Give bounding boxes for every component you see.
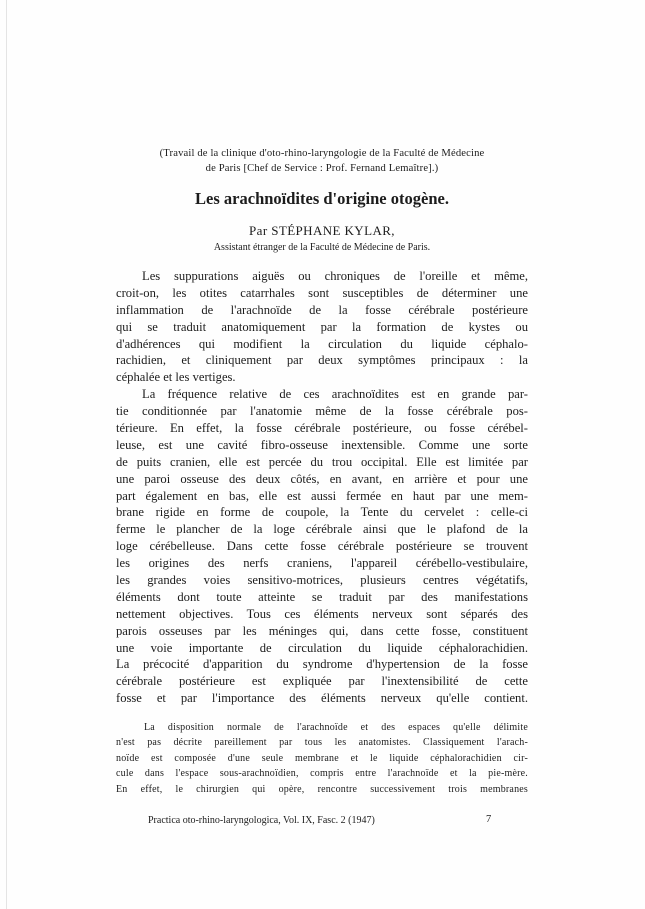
body-line: croit-on, les otites catarrhales sont susceptibles de déterminer une [116, 285, 528, 300]
body-line: les grandes voies sensitivo-motrices, plusieurs centres végétatifs, [116, 573, 528, 588]
institution-note [116, 146, 528, 176]
body-line: les origines des nerfs craniens, l'appareil cérébello-vestibulaire, [116, 556, 528, 571]
body-line: ferme le plancher de la loge cérébrale ainsi que le plafond de la [116, 522, 528, 537]
note-line: noïde est composée d'une seule membrane et le liquide céphalorachidien cir- [116, 752, 528, 764]
body-line: leuse, est une cavité fibro-osseuse inextensible. Comme une sorte [116, 437, 528, 452]
body-line: qui se traduit anatomiquement par la formation de kystes ou [116, 319, 528, 334]
body-line: La précocité d'apparition du syndrome d'hypertension de la fosse [116, 657, 528, 672]
institution-note-line: de Paris [Chef de Service : Prof. Fernand Lemaître].) [205, 163, 439, 174]
journal-citation: Practica oto-rhino-laryngologica, Vol. IX, Fasc. 2 (1947) [148, 815, 375, 826]
body-line: térieure. En effet, la fosse cérébrale postérieure, ou fosse cérébel- [116, 421, 528, 436]
body-line: éléments dont toute atteinte se traduit par des manifestations [116, 589, 528, 604]
note-line: En effet, le chirurgien qui opère, rencontre successivement trois membranes [116, 783, 528, 795]
body-line: loge cérébelleuse. Dans cette fosse cérébrale postérieure se trouvent [116, 539, 528, 554]
page-number: 7 [486, 814, 492, 825]
body-line: rachidien, et cliniquement par deux symptômes principaux : la [116, 353, 528, 368]
body-line: Les suppurations aiguës ou chroniques de l'oreille et même, [142, 269, 528, 283]
body-line: fosse et par l'importance des éléments nerveux qu'elle contient. [116, 691, 528, 706]
scan-edge-line [6, 0, 7, 909]
institution-note-line: (Travail de la clinique d'oto-rhino-laryngologie de la Faculté de Médecine [159, 148, 485, 159]
anatomy-note [116, 720, 528, 797]
body-line: La fréquence relative de ces arachnoïdites est en grande par- [142, 387, 528, 402]
body-line: de puits cranien, elle est percée du trou occipital. Elle est limitée par [116, 454, 528, 469]
note-line: n'est pas décrite pareillement par tous les anatomistes. Classiquement l'arach- [116, 737, 528, 749]
body-line: cérébrale postérieure est expliquée par l'inextensibilité de cette [116, 674, 528, 689]
article-title: Les arachnoïdites d'origine otogène. [195, 189, 449, 208]
body-line: une voie importante de circulation du liquide céphalorachidien. [116, 640, 528, 655]
body-line: nettement objectives. Tous ces éléments nerveux sont séparés des [116, 606, 528, 621]
article-body [116, 268, 528, 707]
body-line: tie conditionnée par l'anatomie même de la fosse cérébrale pos- [116, 404, 528, 419]
body-line: part également en bas, elle est aussi fermée en haut par une mem- [116, 488, 528, 503]
body-line: céphalée et les vertiges. [116, 370, 236, 385]
body-line: une paroi osseuse des deux côtés, en avant, en arrière et pour une [116, 471, 528, 486]
author-name: Par STÉPHANE KYLAR, [249, 223, 395, 238]
body-line: brane rigide en forme de coupole, la Tente du cervelet : celle-ci [116, 505, 528, 520]
author-affiliation: Assistant étranger de la Faculté de Médecine de Paris. [213, 242, 431, 253]
body-line: d'adhérences qui modifient la circulation du liquide céphalo- [116, 336, 528, 351]
body-line: inflammation de l'arachnoïde de la fosse cérébrale postérieure [116, 302, 528, 317]
body-line: parois osseuses par les méninges qui, dans cette fosse, constituent [116, 623, 528, 638]
note-line: cule dans l'espace sous-arachnoïdien, compris entre l'arachnoïde et la pie-mère. [116, 768, 528, 780]
note-line: La disposition normale de l'arachnoïde et des espaces qu'elle délimite [144, 722, 528, 733]
